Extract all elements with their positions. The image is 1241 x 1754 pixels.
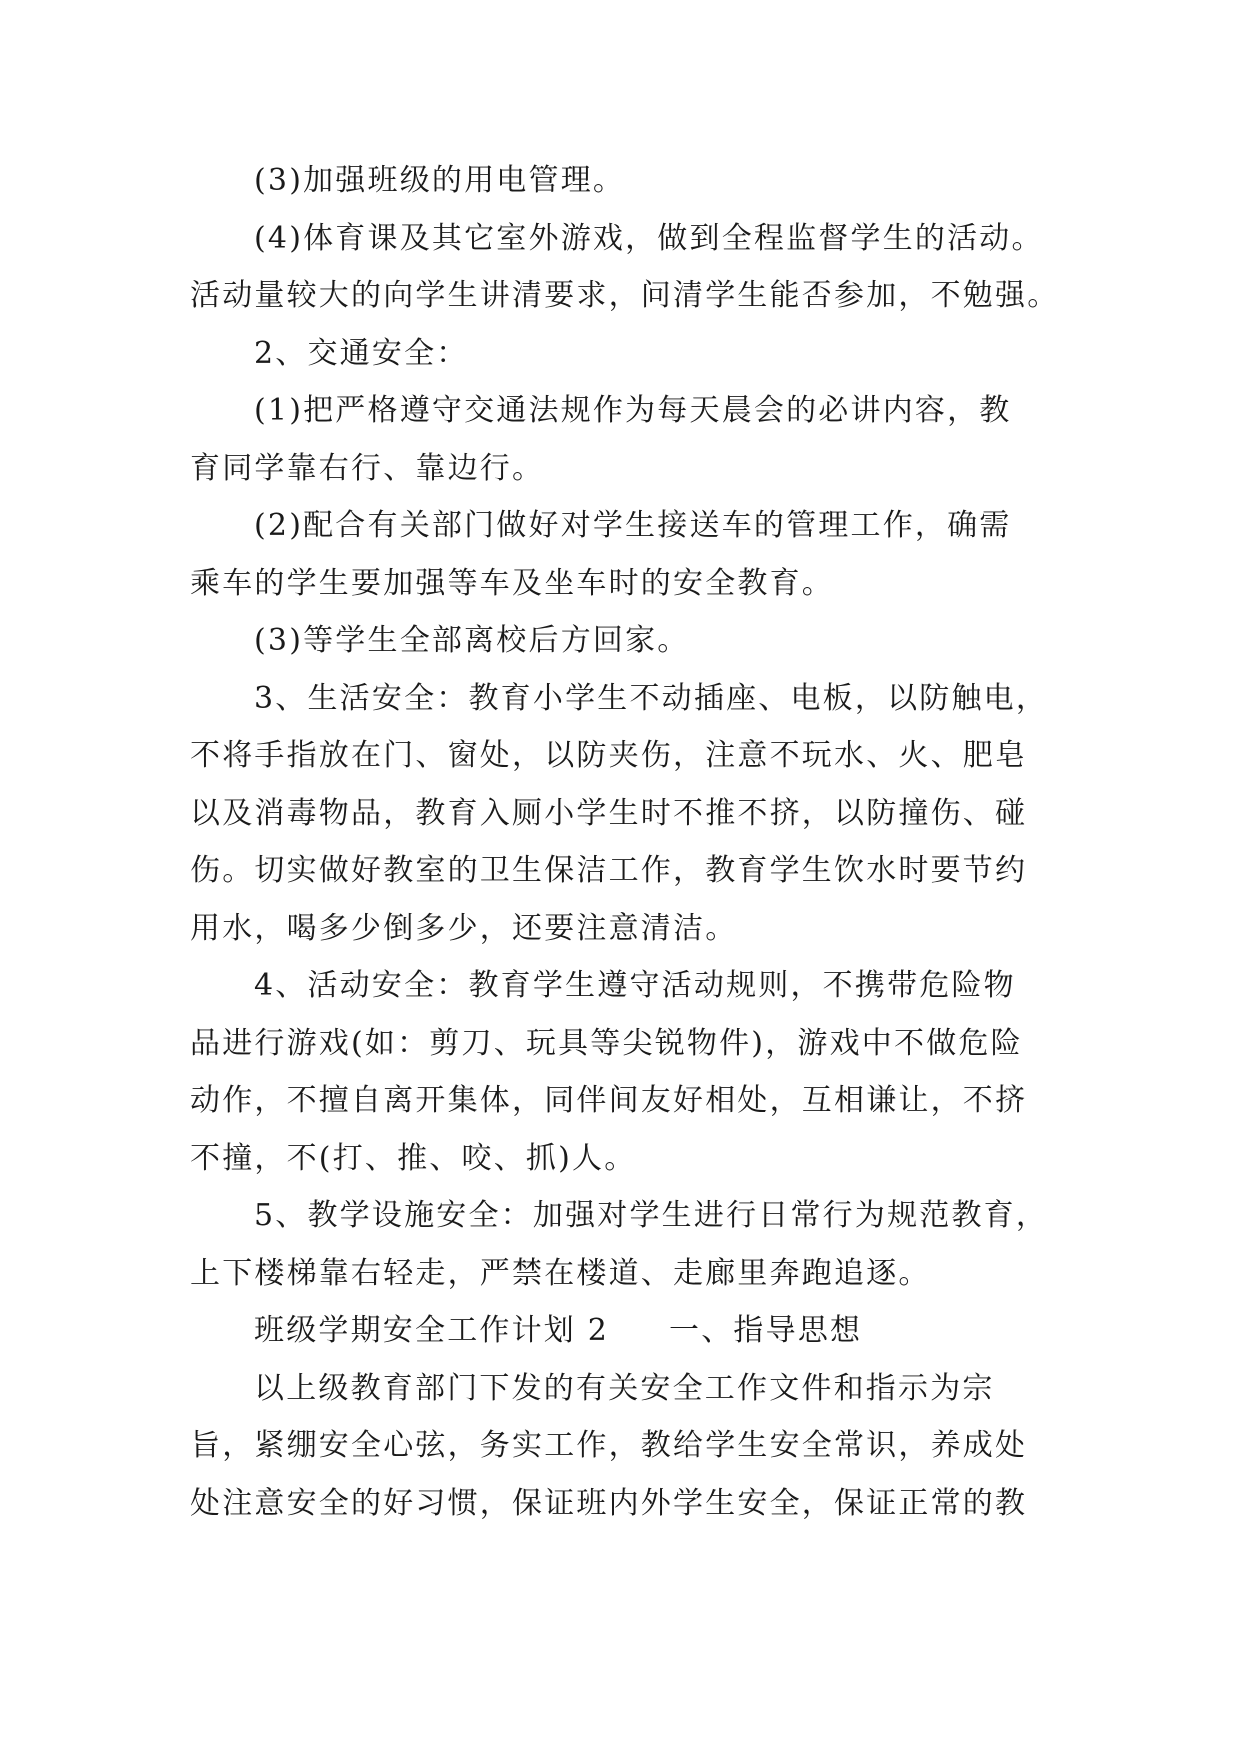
paragraph-line: 上下楼梯靠右轻走，严禁在楼道、走廊里奔跑追逐。 xyxy=(190,1255,931,1291)
paragraph-line: (4)体育课及其它室外游戏，做到全程监督学生的活动。 xyxy=(254,220,1044,256)
paragraph-line: 5、教学设施安全：加强对学生进行日常行为规范教育， xyxy=(254,1198,1049,1233)
paragraph-line: 3、生活安全：教育小学生不动插座、电板，以防触电， xyxy=(254,680,1049,716)
paragraph-line: 不撞，不(打、推、咬、抓)人。 xyxy=(190,1140,637,1176)
paragraph-line: 乘车的学生要加强等车及坐车时的安全教育。 xyxy=(190,565,834,601)
document-body xyxy=(190,152,1060,1532)
paragraph-line: 处注意安全的好习惯，保证班内外学生安全，保证正常的教 xyxy=(190,1485,1028,1521)
para-activity-safety xyxy=(190,957,1050,1187)
paragraph-line: 伤。切实做好教室的卫生保洁工作，教育学生饮水时要节约 xyxy=(190,853,1028,888)
paragraph-line: (2)配合有关部门做好对学生接送车的管理工作，确需 xyxy=(254,508,1012,543)
para-traffic-3 xyxy=(190,612,1050,670)
para-traffic-1 xyxy=(190,382,1050,497)
para-facility-safety xyxy=(190,1187,1050,1302)
paragraph-line: (3)加强班级的用电管理。 xyxy=(254,163,626,198)
paragraph-line: 品进行游戏(如：剪刀、玩具等尖锐物件)，游戏中不做危险 xyxy=(190,1025,1023,1061)
paragraph-line: (3)等学生全部离校后方回家。 xyxy=(254,623,690,658)
paragraph-line: 2、交通安全： xyxy=(254,335,469,371)
paragraph-line: 以上级教育部门下发的有关安全工作文件和指示为宗 xyxy=(254,1370,995,1406)
paragraph-line: 以及消毒物品，教育入厕小学生时不推不挤，以防撞伤、碰 xyxy=(190,795,1028,831)
para-3-electricity xyxy=(190,152,1050,210)
paragraph-line: 动作，不擅自离开集体，同伴间友好相处，互相谦让，不挤 xyxy=(190,1083,1028,1118)
paragraph-line: 4、活动安全：教育学生遵守活动规则，不携带危险物 xyxy=(254,968,1016,1003)
para-4-pe-class xyxy=(190,210,1060,325)
section-heading xyxy=(190,1302,1050,1360)
para-life-safety xyxy=(190,670,1050,958)
para-traffic-2 xyxy=(190,497,1050,612)
paragraph-line: 用水，喝多少倒多少，还要注意清洁。 xyxy=(190,910,738,946)
paragraph-line: 育同学靠右行、靠边行。 xyxy=(190,450,545,486)
paragraph-line: 不将手指放在门、窗处，以防夹伤，注意不玩水、火、肥皂 xyxy=(190,738,1028,773)
para-guiding-thought xyxy=(190,1360,1050,1533)
section-title: 班级学期安全工作计划 2 xyxy=(254,1313,610,1348)
para-traffic-heading xyxy=(190,325,1050,383)
section-subtitle: 一、指导思想 xyxy=(669,1313,863,1348)
paragraph-line: 旨，紧绷安全心弦，务实工作，教给学生安全常识，养成处 xyxy=(190,1428,1028,1463)
paragraph-line: 活动量较大的向学生讲清要求，问清学生能否参加，不勉强。 xyxy=(190,278,1060,313)
paragraph-line: (1)把严格遵守交通法规作为每天晨会的必讲内容，教 xyxy=(254,393,1012,428)
